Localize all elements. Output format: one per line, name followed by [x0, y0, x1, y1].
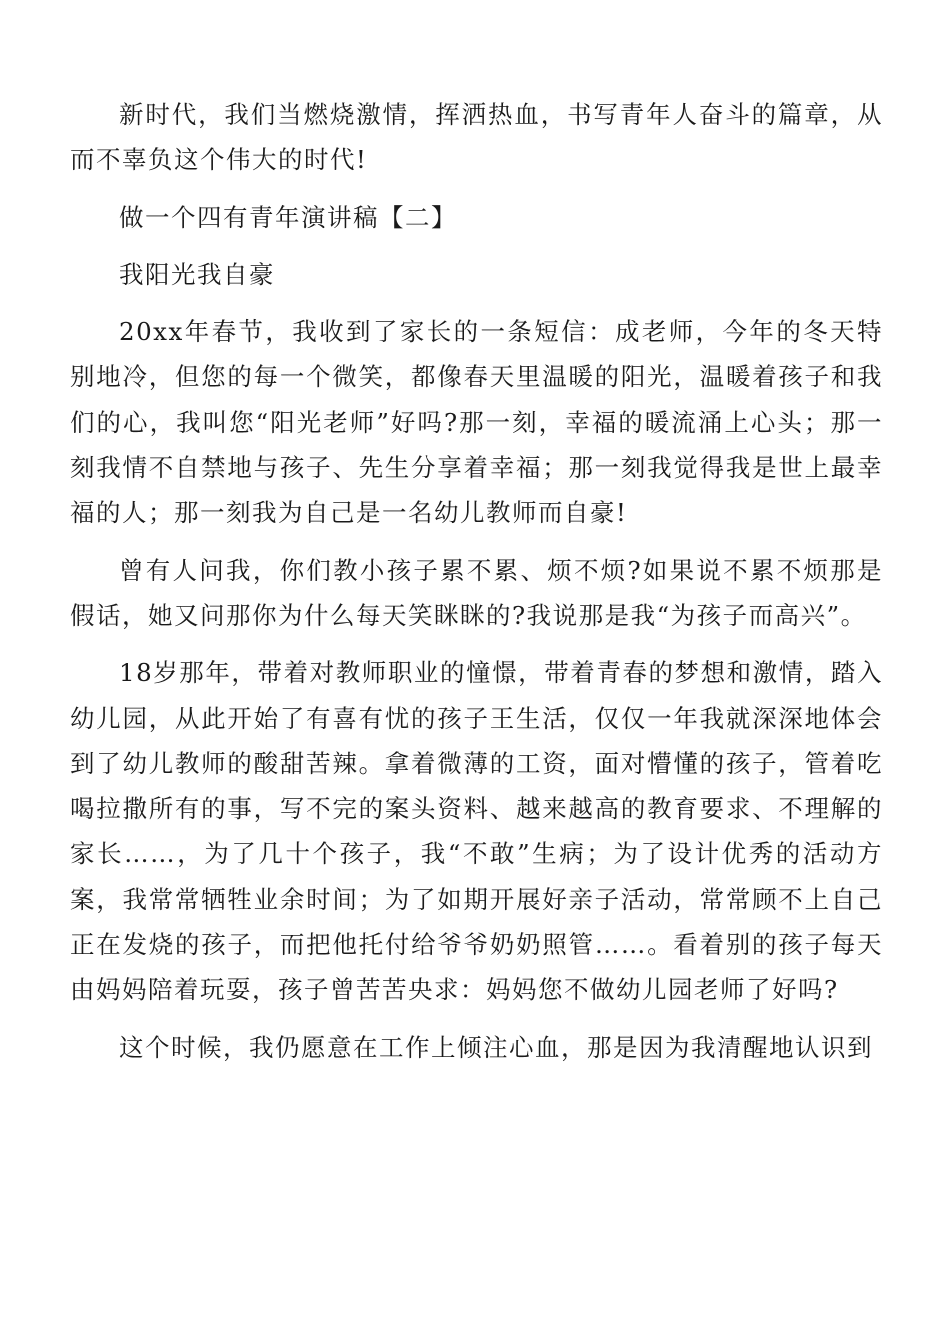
document-body — [70, 92, 883, 1082]
paragraph-3: 曾有人问我，你们教小孩子累不累、烦不烦?如果说不累不烦那是假话，她又问那你为什么每天笑眯眯的?我说那是我“为孩子而高兴”。 — [70, 555, 883, 630]
paragraph-4: 18岁那年，带着对教师职业的憧憬，带着青春的梦想和激情，踏入幼儿园，从此开始了有喜有忧的孩子王生活，仅仅一年我就深深地体会到了幼儿教师的酸甜苦辣。拿着微薄的工资，面对懵懂的孩子，管着吃喝拉撒所有的事，写不完的案头资料、越来越高的教育要求、不理解的家长……，为了几十个孩子，我“不敢”生病；为了设计优秀的活动方案，我常常牺牲业余时间；为了如期开展好亲子活动，常常顾不上自己正在发烧的孩子，而把他托付给爷爷奶奶照管……。看着别的孩子每天由妈妈陪着玩耍，孩子曾苦苦央求：妈妈您不做幼儿园老师了好吗? — [70, 658, 883, 1005]
speech-title: 我阳光我自豪 — [119, 259, 275, 289]
paragraph-2: 20xx年春节，我收到了家长的一条短信：成老师，今年的冬天特别地冷，但您的每一个微笑，都像春天里温暖的阳光，温暖着孩子和我们的心，我叫您“阳光老师”好吗?那一刻，幸福的暖流涌上心头；那一刻我情不自禁地与孩子、先生分享着幸福；那一刻我觉得我是世上最幸福的人；那一刻我为自己是一名幼儿教师而自豪! — [70, 317, 883, 528]
section-heading: 做一个四有青年演讲稿【二】 — [119, 202, 457, 232]
paragraph-1: 新时代，我们当燃烧激情，挥洒热血，书写青年人奋斗的篇章，从而不辜负这个伟大的时代! — [70, 100, 883, 175]
paragraph-5: 这个时候，我仍愿意在工作上倾注心血，那是因为我清醒地认识到 — [119, 1032, 873, 1062]
